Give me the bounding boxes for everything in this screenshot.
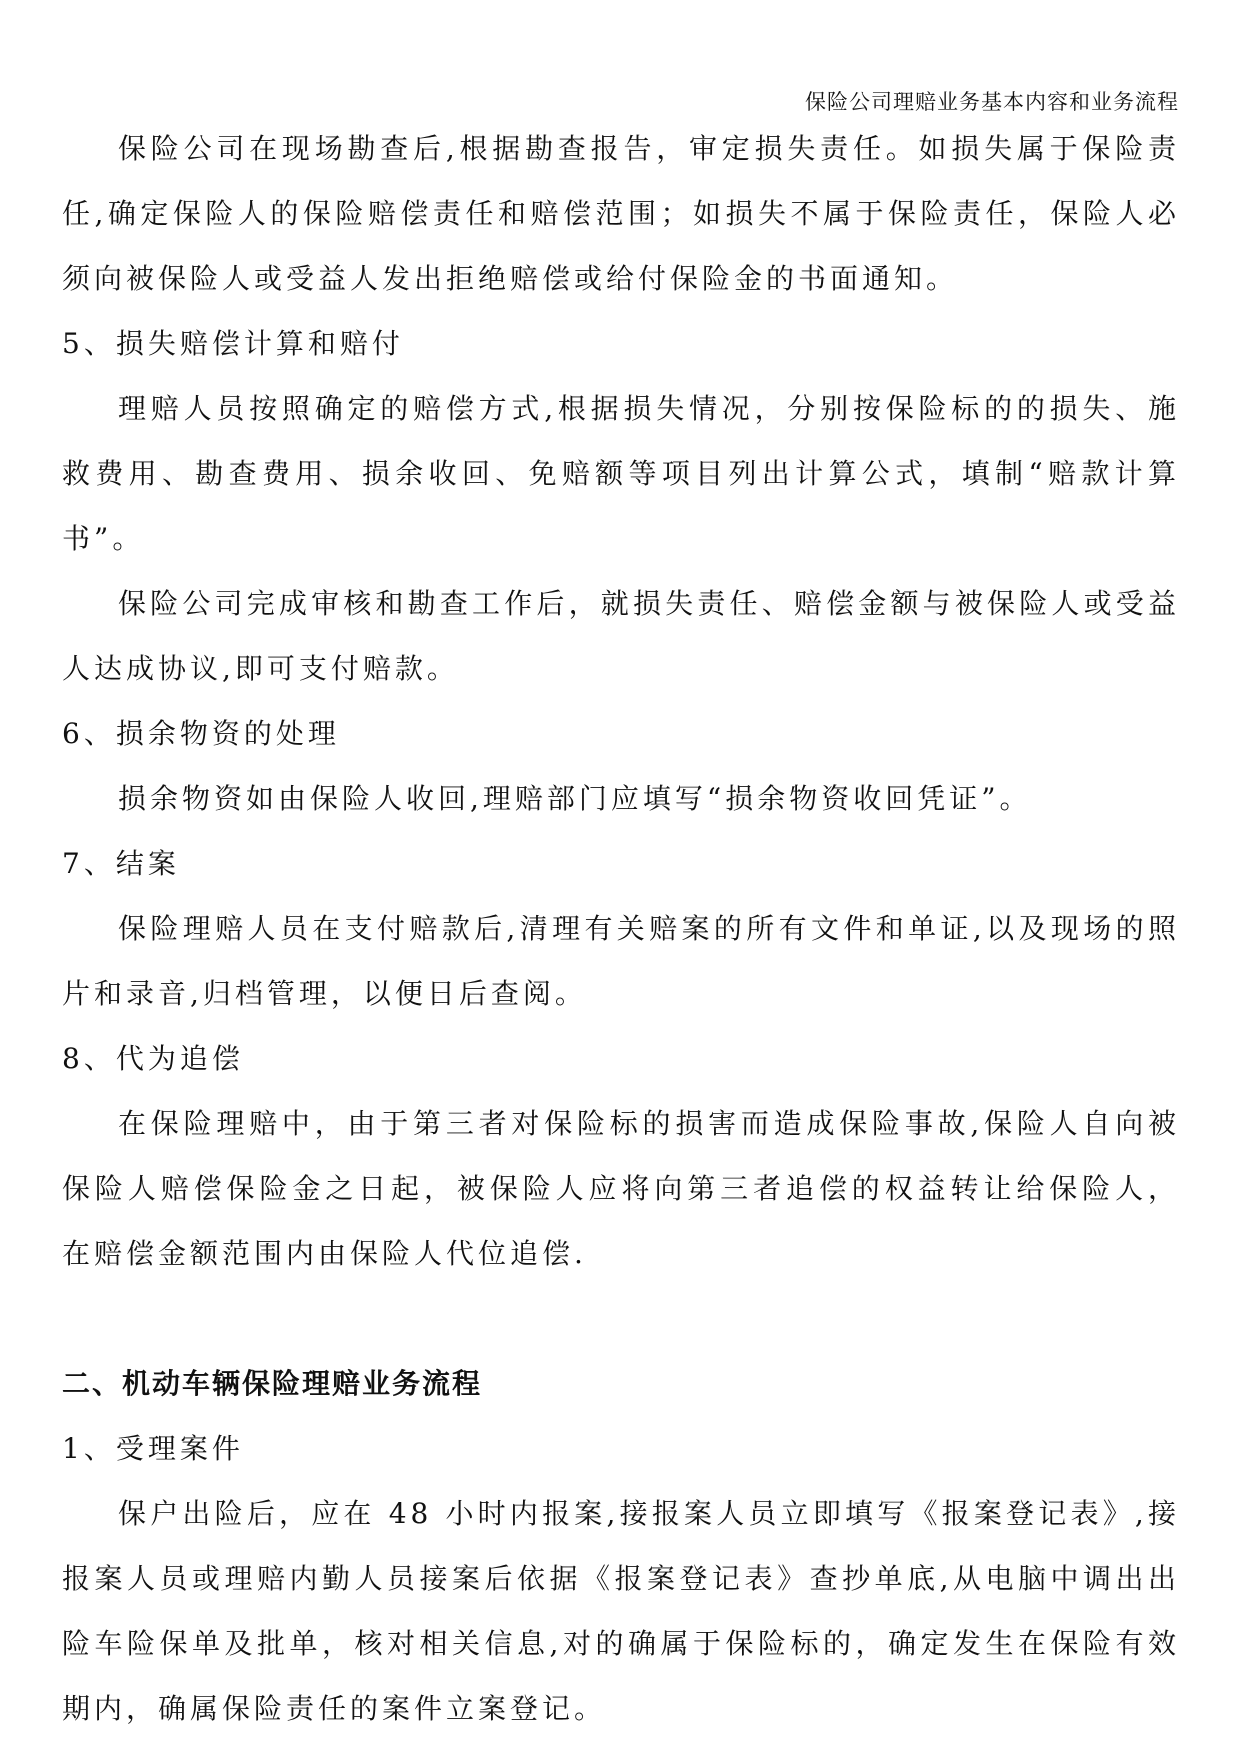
heading-salvage-handling: 6、损余物资的处理 bbox=[62, 717, 340, 750]
paragraph-payment-agreement: 保险公司完成审核和勘查工作后，就损失责任、赔偿金额与被保险人或受益人达成协议,即可支付赔款。 bbox=[62, 587, 1180, 685]
paragraph-case-closing: 保险理赔人员在支付赔款后,清理有关赔案的所有文件和单证,以及现场的照片和录音,归档管理，以便日后查阅。 bbox=[62, 912, 1180, 1010]
heading-case-acceptance: 1、受理案件 bbox=[62, 1432, 244, 1465]
paragraph-claim-calculation: 理赔人员按照确定的赔偿方式,根据损失情况，分别按保险标的的损失、施救费用、勘查费用、损余收回、免赔额等项目列出计算公式，填制“赔款计算书”。 bbox=[62, 392, 1180, 555]
heading-subrogation: 8、代为追偿 bbox=[62, 1042, 244, 1075]
paragraph-case-acceptance: 保户出险后，应在 48 小时内报案,接报案人员立即填写《报案登记表》,接报案人员或理赔内勤人员接案后依据《报案登记表》查抄单底,从电脑中调出出险车险保单及批单，核对相关信息,对的确属于保险标的，确定发生在保险有效期内，确属保险责任的案件立案登记。 bbox=[62, 1497, 1180, 1725]
running-header: 保险公司理赔业务基本内容和业务流程 bbox=[805, 90, 1179, 114]
paragraph-subrogation: 在保险理赔中，由于第三者对保险标的损害而造成保险事故,保险人自向被保险人赔偿保险金之日起，被保险人应将向第三者追偿的权益转让给保险人，在赔偿金额范围内由保险人代位追偿. bbox=[62, 1107, 1180, 1270]
section-heading-vehicle-claims: 二、机动车辆保险理赔业务流程 bbox=[62, 1367, 483, 1400]
heading-case-closing: 7、结案 bbox=[62, 847, 180, 880]
paragraph-liability-review: 保险公司在现场勘查后,根据勘查报告，审定损失责任。如损失属于保险责任,确定保险人的保险赔偿责任和赔偿范围；如损失不属于保险责任，保险人必须向被保险人或受益人发出拒绝赔偿或给付保险金的书面通知。 bbox=[62, 132, 1180, 295]
document-body bbox=[62, 116, 1180, 1741]
heading-loss-calculation: 5、损失赔偿计算和赔付 bbox=[62, 327, 404, 360]
paragraph-salvage: 损余物资如由保险人收回,理赔部门应填写“损余物资收回凭证”。 bbox=[118, 782, 1032, 815]
